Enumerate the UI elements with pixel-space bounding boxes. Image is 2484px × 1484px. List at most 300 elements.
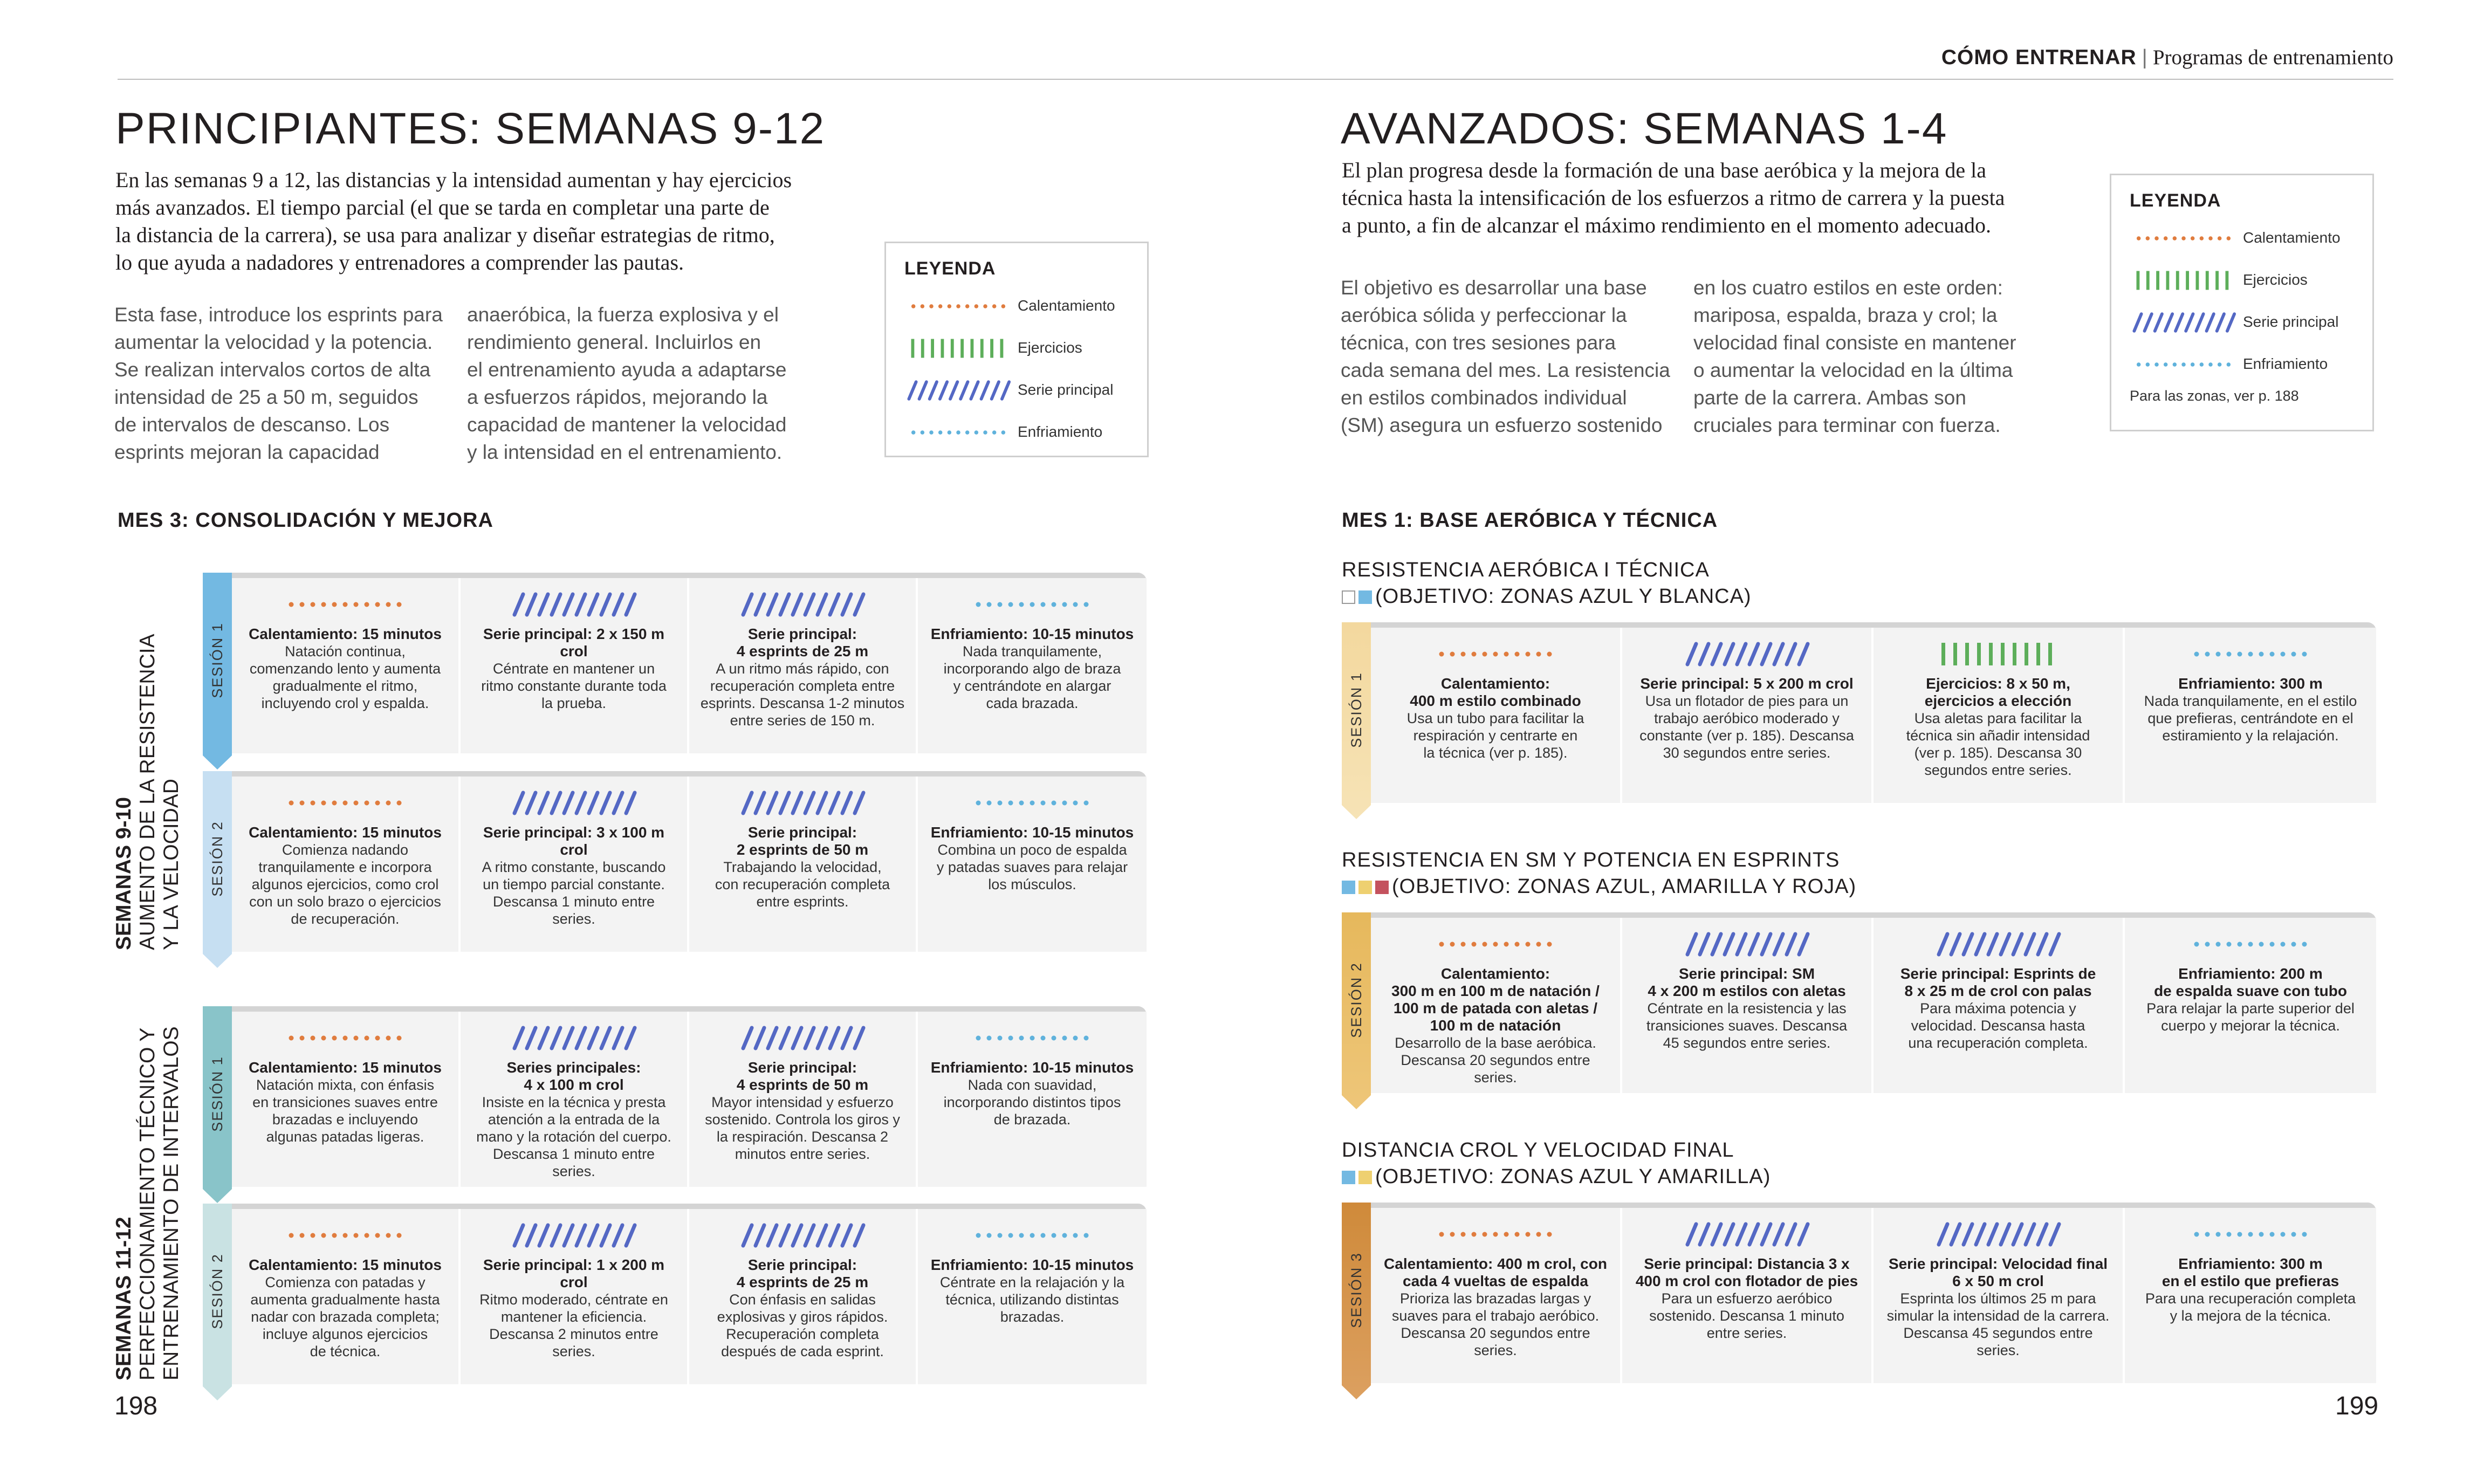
cooldown-pattern-icon (904, 421, 1012, 444)
running-header (1941, 45, 2393, 70)
cell-desc: brazadas. (1000, 1309, 1065, 1325)
main-pattern-icon (1682, 1221, 1811, 1248)
warmup-pattern-icon (2130, 227, 2238, 250)
text-line: El plan progresa desde la formación de una base aeróbica y la mejora de la (1342, 158, 1987, 182)
cell-title: 8 x 25 m de crol con palas (1904, 983, 2092, 999)
cell-desc: A un ritmo más rápido, con (716, 661, 889, 677)
session-label: SESIÓN 3 (1348, 1252, 1364, 1328)
cell-title: Serie principal: (747, 626, 857, 642)
cell-desc: Nada con suavidad, (967, 1077, 1097, 1093)
cell-title: Serie principal: (747, 1059, 857, 1076)
block-title: RESISTENCIA AERÓBICA I TÉCNICA (1342, 559, 1710, 581)
legend-note: Para las zonas, ver p. 188 (2130, 388, 2299, 404)
cooldown-pattern-icon (967, 1025, 1097, 1052)
cell-desc: sostenido. Descansa 1 minuto (1649, 1308, 1844, 1324)
legend-row-cooldown (904, 419, 1142, 449)
right-month-heading: MES 1: BASE AERÓBICA Y TÉCNICA (1342, 509, 1718, 532)
session-cell-exercises (1874, 628, 2125, 803)
cell-title: Serie principal: Esprints de (1900, 965, 2096, 982)
text-line: a punto, a fin de alcanzar el máximo rendimiento en el momento adecuado. (1342, 213, 1991, 237)
text-line: (SM) asegura un esfuerzo sostenido (1341, 414, 1663, 436)
cell-desc: mano y la rotación del cuerpo. (476, 1129, 671, 1145)
legend-label: Enfriamiento (2243, 355, 2328, 372)
text-line: velocidad final consiste en mantener (1693, 332, 2016, 354)
session-cell-warmup (232, 1209, 461, 1384)
session-cell-main (461, 777, 689, 952)
session-card (203, 771, 1147, 946)
legend-right (2110, 174, 2374, 431)
session-tab (203, 573, 232, 770)
main-pattern-icon (509, 789, 639, 816)
main-pattern-icon (738, 1222, 867, 1249)
cell-title: Enfriamiento: 10-15 minutos (930, 824, 1134, 841)
cell-desc: y la mejora de la técnica. (2170, 1308, 2331, 1324)
zone-swatch (1358, 881, 1372, 894)
objective-text: (OBJETIVO: ZONAS AZUL Y BLANCA) (1375, 585, 1752, 608)
objective-text: (OBJETIVO: ZONAS AZUL Y AMARILLA) (1375, 1165, 1771, 1188)
session-cell-warmup (232, 777, 461, 952)
zone-swatch (1342, 881, 1355, 894)
text-line: Esta fase, introduce los esprints para (114, 304, 443, 326)
cell-title: Series principales: (506, 1059, 641, 1076)
warmup-pattern-icon (280, 1025, 410, 1052)
cell-desc: Descansa 2 minutos entre (489, 1326, 658, 1342)
main-pattern-icon (904, 379, 1012, 402)
session-cell-warmup (232, 578, 461, 753)
main-pattern-icon (1682, 931, 1811, 958)
session-card (203, 1006, 1147, 1181)
session-cell-main (1622, 628, 1874, 803)
session-cell-cooldown (2125, 628, 2376, 803)
legend-row-exercises (2130, 267, 2367, 297)
right-page-title: AVANZADOS: SEMANAS 1-4 (1341, 104, 1948, 153)
text-line: técnica, con tres sesiones para (1341, 332, 1616, 354)
cell-title: 4 esprints de 50 m (736, 1076, 869, 1093)
warmup-pattern-icon (1431, 641, 1560, 668)
cell-title: Calentamiento: 15 minutos (249, 1059, 442, 1076)
cell-desc: suaves para el trabajo aeróbico. (1391, 1308, 1600, 1324)
text-line: o aumentar la velocidad en la última (1693, 359, 2013, 381)
session-cell-main (461, 578, 689, 753)
cell-desc: recuperación completa entre (710, 678, 895, 694)
text-line: intensidad de 25 a 50 m, seguidos (114, 386, 418, 408)
cell-desc: A ritmo constante, buscando (482, 859, 666, 875)
cell-desc: incorporando algo de braza (943, 661, 1121, 677)
main-pattern-icon (738, 789, 867, 816)
cooldown-pattern-icon (2186, 1221, 2315, 1248)
cell-desc: brazadas e incluyendo (272, 1111, 418, 1128)
cell-desc: técnica, utilizando distintas (945, 1291, 1119, 1308)
block-objective (1342, 875, 1856, 898)
main-pattern-icon (1933, 1221, 2063, 1248)
cell-desc: Descansa 20 segundos entre series. (1401, 1052, 1590, 1085)
legend-row-warmup (904, 293, 1142, 323)
cell-title: 300 m en 100 m de natación / (1391, 983, 1600, 999)
block-heading (1342, 1139, 1771, 1188)
cell-title: 6 x 50 m crol (1952, 1273, 2044, 1289)
group-label-weeks-11-12 (112, 1026, 183, 1380)
cell-desc: Comienza con patadas y (265, 1274, 426, 1290)
cooldown-pattern-icon (2186, 641, 2315, 668)
block-heading (1342, 849, 1856, 898)
legend-label: Serie principal (2243, 313, 2339, 330)
cell-desc: series. (552, 911, 595, 927)
cell-desc: velocidad. Descansa hasta (1911, 1018, 2085, 1034)
session-label: SESIÓN 1 (209, 1056, 225, 1132)
cell-title: Serie principal: Distancia 3 x (1644, 1255, 1850, 1272)
cell-desc: mantener la eficiencia. (500, 1309, 647, 1325)
page-number-left: 198 (114, 1392, 158, 1420)
legend-label: Serie principal (1018, 381, 1114, 398)
cell-desc: Trabajando la velocidad, (723, 859, 882, 875)
cell-desc: constante (ver p. 185). Descansa (1639, 727, 1854, 744)
warmup-pattern-icon (280, 591, 410, 618)
cell-desc: Natación continua, (285, 643, 406, 659)
text-line: aeróbica sólida y perfeccionar la (1341, 304, 1627, 326)
session-cell-main (689, 1209, 918, 1384)
cell-title: Calentamiento: (1440, 965, 1550, 982)
session-card (1342, 622, 2376, 798)
group-line: ENTRENAMIENTO DE INTERVALOS (160, 1026, 183, 1380)
session-tab (1342, 912, 1371, 1109)
session-cell-cooldown (918, 578, 1147, 753)
cell-title: Serie principal: 2 x 150 m crol (483, 626, 665, 659)
cell-desc: Descansa 1 minuto entre (492, 894, 655, 910)
left-body-col2 (467, 301, 823, 466)
cell-title: Serie principal: (747, 824, 857, 841)
cell-title: Enfriamiento: 300 m (2178, 1255, 2323, 1272)
cell-desc: cuerpo y mejorar la técnica. (2161, 1018, 2340, 1034)
objective-text: (OBJETIVO: ZONAS AZUL, AMARILLA Y ROJA) (1392, 875, 1857, 898)
header-subtitle: Programas de entrenamiento (2152, 46, 2393, 69)
cell-desc: comenzando lento y aumenta (249, 661, 441, 677)
text-line: esprints mejoran la capacidad (114, 441, 380, 463)
session-tab (203, 771, 232, 968)
cell-title: cada 4 vueltas de espalda (1403, 1273, 1588, 1289)
cell-desc: Para una recuperación completa (2145, 1290, 2356, 1307)
session-tab (1342, 1203, 1371, 1399)
cell-desc: en transiciones suaves entre (252, 1094, 438, 1110)
legend-row-main (904, 377, 1142, 407)
cooldown-pattern-icon (2186, 931, 2315, 958)
cell-title: Serie principal: SM (1678, 965, 1815, 982)
cell-desc: trabajo aeróbico moderado y (1654, 710, 1840, 726)
legend-label: Ejercicios (1018, 339, 1082, 356)
zone-swatch (1375, 881, 1389, 894)
session-cell-warmup (1371, 1208, 1622, 1383)
text-line: más avanzados. El tiempo parcial (el que se tarda en completar una parte de (115, 195, 770, 219)
session-cell-main (1874, 918, 2125, 1093)
cooldown-pattern-icon (967, 1222, 1097, 1249)
session-cell-main (689, 578, 918, 753)
main-pattern-icon (509, 1222, 639, 1249)
session-cell-cooldown (2125, 918, 2376, 1093)
session-cell-warmup (232, 1012, 461, 1187)
cell-desc: 45 segundos entre series. (1663, 1035, 1831, 1051)
cell-desc: series. (1977, 1342, 2020, 1358)
session-tab (203, 1006, 232, 1203)
cell-desc: y patadas suaves para relajar (936, 859, 1128, 875)
cell-desc: Recuperación completa (726, 1326, 879, 1342)
cell-desc: segundos entre series. (1924, 762, 2072, 778)
main-pattern-icon (1933, 931, 2063, 958)
session-cell-cooldown (2125, 1208, 2376, 1383)
cell-title: Serie principal: 5 x 200 m crol (1640, 675, 1854, 692)
cell-desc: de técnica. (310, 1343, 381, 1359)
cell-desc: entre series de 150 m. (730, 712, 875, 729)
cell-desc: incorporando distintos tipos (943, 1094, 1121, 1110)
cell-desc: Desarrollo de la base aeróbica. (1395, 1035, 1596, 1051)
cell-desc: incluye algunos ejercicios (262, 1326, 428, 1342)
group-line: AUMENTO DE LA RESISTENCIA (136, 634, 159, 950)
legend-label: Enfriamiento (1018, 423, 1103, 440)
session-tab (1342, 622, 1371, 819)
cell-title: 100 m de patada con aletas / (1393, 1000, 1598, 1016)
session-tab (203, 1204, 232, 1400)
cell-title: Serie principal: (747, 1256, 857, 1273)
cell-desc: entre series. (1706, 1325, 1787, 1341)
block-objective (1342, 1165, 1771, 1188)
session-card (1342, 912, 2376, 1088)
session-cell-warmup (1371, 628, 1622, 803)
legend-label: Ejercicios (2243, 271, 2308, 288)
text-line: y la intensidad en el entrenamiento. (467, 441, 783, 463)
session-card (203, 573, 1147, 748)
legend-row-warmup (2130, 225, 2367, 255)
cell-desc: estiramiento y la relajación. (2162, 727, 2339, 744)
text-line: aumentar la velocidad y la potencia. (114, 331, 433, 353)
exercises-pattern-icon (1933, 641, 2063, 668)
cell-title: 400 m crol con flotador de pies (1635, 1273, 1858, 1289)
block-title: DISTANCIA CROL Y VELOCIDAD FINAL (1342, 1139, 1734, 1162)
text-line: parte de la carrera. Ambas son (1693, 387, 1966, 409)
text-line: la distancia de la carrera), se usa para analizar y diseñar estrategias de ritmo, (115, 223, 775, 247)
cell-desc: sostenido. Controla los giros y (705, 1111, 900, 1128)
header-rule (118, 79, 2393, 80)
header-separator: | (2142, 46, 2147, 69)
text-line: rendimiento general. Incluirlos en (467, 331, 761, 353)
cell-desc: Natación mixta, con énfasis (256, 1077, 435, 1093)
cell-desc: Nada tranquilamente, (962, 643, 1102, 659)
legend-row-exercises (904, 335, 1142, 365)
cell-desc: una recuperación completa. (1908, 1035, 2088, 1051)
session-label: SESIÓN 2 (209, 821, 225, 897)
cell-desc: Usa un flotador de pies para un (1645, 693, 1849, 709)
text-line: El objetivo es desarrollar una base (1341, 277, 1647, 299)
cell-desc: Comienza nadando (282, 842, 409, 858)
cell-desc: simular la intensidad de la carrera. (1886, 1308, 2110, 1324)
cell-desc: (ver p. 185). Descansa 30 (1914, 745, 2082, 761)
group-line: Y LA VELOCIDAD (160, 779, 183, 950)
text-line: En las semanas 9 a 12, las distancias y la intensidad aumentan y hay ejercicios (115, 168, 792, 192)
cell-desc: minutos entre series. (735, 1146, 870, 1162)
text-line: lo que ayuda a nadadores y entrenadores a comprender las pautas. (115, 250, 684, 274)
main-pattern-icon (2130, 311, 2238, 334)
header-section: CÓMO ENTRENAR (1941, 46, 2137, 69)
cell-desc: Esprinta los últimos 25 m para (1900, 1290, 2096, 1307)
cell-desc: Combina un poco de espalda (937, 842, 1127, 858)
warmup-pattern-icon (1431, 1221, 1560, 1248)
left-page-title: PRINCIPIANTES: SEMANAS 9-12 (115, 104, 826, 153)
cell-title: Serie principal: 3 x 100 m crol (483, 824, 665, 858)
zone-swatch (1358, 1171, 1372, 1184)
cell-desc: con recuperación completa (715, 876, 890, 892)
session-cell-main (461, 1012, 689, 1187)
session-cell-cooldown (918, 1209, 1147, 1384)
block-heading (1342, 559, 1752, 608)
cell-desc: Prioriza las brazadas largas y (1399, 1290, 1591, 1307)
cell-desc: explosivas y giros rápidos. (717, 1309, 888, 1325)
left-body-col1 (114, 301, 459, 466)
cell-desc: la respiración. Descansa 2 (716, 1129, 889, 1145)
session-cell-main (1622, 1208, 1874, 1383)
main-pattern-icon (509, 1025, 639, 1052)
cell-title: 100 m de natación (1430, 1017, 1561, 1034)
cell-desc: Usa aletas para facilitar la (1914, 710, 2082, 726)
session-cell-cooldown (918, 1012, 1147, 1187)
session-cell-main (689, 777, 918, 952)
cell-title: Serie principal: 1 x 200 m crol (483, 1256, 665, 1290)
cell-desc: ritmo constante durante toda (481, 678, 667, 694)
block-title: RESISTENCIA EN SM Y POTENCIA EN ESPRINTS (1342, 849, 1840, 871)
cell-desc: Insiste en la técnica y presta (482, 1094, 666, 1110)
cell-desc: y centrándote en alargar (953, 678, 1111, 694)
text-line: cada semana del mes. La resistencia (1341, 359, 1670, 381)
warmup-pattern-icon (280, 789, 410, 816)
cooldown-pattern-icon (2130, 353, 2238, 376)
zone-swatch (1342, 590, 1355, 604)
legend-title: LEYENDA (904, 258, 996, 279)
main-pattern-icon (738, 591, 867, 618)
cell-title: 2 esprints de 50 m (736, 841, 869, 858)
cell-desc: de recuperación. (291, 911, 400, 927)
session-cell-main (1622, 918, 1874, 1093)
cell-desc: cada brazada. (986, 695, 1079, 711)
cell-desc: Con énfasis en salidas (729, 1291, 876, 1308)
text-line: en estilos combinados individual (1341, 387, 1627, 409)
legend-title: LEYENDA (2130, 190, 2221, 211)
group-bold: SEMANAS 11-12 (112, 1217, 135, 1380)
text-line: técnica hasta la intensificación de los esfuerzos a ritmo de carrera y la puesta (1342, 186, 2005, 210)
cell-desc: 30 segundos entre series. (1663, 745, 1831, 761)
zone-swatch (1342, 1171, 1355, 1184)
session-cell-main (1874, 1208, 2125, 1383)
cell-title: 4 esprints de 25 m (736, 1274, 869, 1290)
group-label-weeks-9-10 (112, 634, 183, 950)
cell-title: Enfriamiento: 10-15 minutos (930, 1256, 1134, 1273)
legend-row-cooldown (2130, 351, 2367, 381)
text-line: anaeróbica, la fuerza explosiva y el (467, 304, 779, 326)
cell-desc: Nada tranquilamente, en el estilo (2144, 693, 2357, 709)
cooldown-pattern-icon (967, 591, 1097, 618)
cell-desc: Para un esfuerzo aeróbico (1661, 1290, 1833, 1307)
session-label: SESIÓN 1 (1348, 672, 1364, 748)
block-objective (1342, 585, 1752, 608)
cell-desc: la técnica (ver p. 185). (1423, 745, 1568, 761)
cell-desc: un tiempo parcial constante. (483, 876, 665, 892)
session-cell-warmup (1371, 918, 1622, 1093)
cell-desc: Céntrate en la resistencia y las (1647, 1000, 1847, 1016)
cell-desc: Céntrate en mantener un (492, 661, 655, 677)
cell-desc: nadar con brazada completa; (251, 1309, 440, 1325)
exercises-pattern-icon (2130, 269, 2238, 292)
cell-desc: series. (552, 1343, 595, 1359)
cell-desc: Descansa 20 segundos entre (1401, 1325, 1590, 1341)
cell-desc: técnica sin añadir intensidad (1906, 727, 2090, 744)
cell-desc: de brazada. (993, 1111, 1071, 1128)
main-pattern-icon (509, 591, 639, 618)
session-cell-main (461, 1209, 689, 1384)
right-intro (1342, 156, 2097, 239)
cell-desc: algunos ejercicios, como crol (251, 876, 439, 892)
main-pattern-icon (738, 1025, 867, 1052)
cell-desc: series. (1474, 1342, 1517, 1358)
cell-title: de espalda suave con tubo (2154, 983, 2347, 999)
cell-desc: después de cada esprint. (721, 1343, 884, 1359)
cell-desc: algunas patadas ligeras. (266, 1129, 424, 1145)
warmup-pattern-icon (280, 1222, 410, 1249)
cell-title: 4 x 200 m estilos con aletas (1648, 983, 1846, 999)
session-label: SESIÓN 2 (1348, 962, 1364, 1038)
cell-desc: Céntrate en la relajación y la (939, 1274, 1125, 1290)
cooldown-pattern-icon (967, 789, 1097, 816)
text-line: cruciales para terminar con fuerza. (1693, 414, 2001, 436)
cell-desc: aumenta gradualmente hasta (250, 1291, 440, 1308)
cell-desc: Descansa 45 segundos entre (1903, 1325, 2093, 1341)
cell-desc: tranquilamente e incorpora (258, 859, 432, 875)
cell-title: Serie principal: Velocidad final (1888, 1255, 2108, 1272)
warmup-pattern-icon (1431, 931, 1560, 958)
cell-title: 4 esprints de 25 m (736, 643, 869, 659)
cell-desc: Para relajar la parte superior del (2146, 1000, 2355, 1016)
cell-title: Calentamiento: 15 minutos (249, 1256, 442, 1273)
legend-left (884, 242, 1149, 457)
session-cell-cooldown (918, 777, 1147, 952)
cell-title: Calentamiento: (1440, 675, 1550, 692)
cell-desc: esprints. Descansa 1-2 minutos (700, 695, 905, 711)
cell-title: 400 m estilo combinado (1410, 692, 1581, 709)
left-intro (115, 166, 870, 276)
session-card (203, 1204, 1147, 1379)
text-line: de intervalos de descanso. Los (114, 414, 390, 436)
legend-label: Calentamiento (2243, 229, 2341, 246)
text-line: el entrenamiento ayuda a adaptarse (467, 359, 787, 381)
right-body-col2 (1693, 274, 2049, 439)
cell-title: Ejercicios: 8 x 50 m, (1926, 675, 2070, 692)
cell-title: Enfriamiento: 10-15 minutos (930, 1059, 1134, 1076)
cell-desc: gradualmente el ritmo, (272, 678, 418, 694)
session-cell-main (689, 1012, 918, 1187)
cell-desc: Mayor intensidad y esfuerzo (711, 1094, 894, 1110)
cell-desc: entre esprints. (756, 894, 849, 910)
session-label: SESIÓN 2 (209, 1253, 225, 1329)
cell-desc: los músculos. (988, 876, 1076, 892)
cell-title: en el estilo que prefieras (2162, 1273, 2339, 1289)
cell-desc: Ritmo moderado, céntrate en (479, 1291, 668, 1308)
cell-desc: transiciones suaves. Descansa (1646, 1018, 1848, 1034)
legend-row-main (2130, 309, 2367, 339)
cell-desc: la prueba. (541, 695, 607, 711)
cell-desc: que prefieras, centrándote en el (2147, 710, 2353, 726)
cell-desc: con un solo brazo o ejercicios (249, 894, 441, 910)
cell-desc: atención a la entrada de la (488, 1111, 660, 1128)
cell-title: Calentamiento: 400 m crol, con (1384, 1255, 1607, 1272)
warmup-pattern-icon (904, 295, 1012, 318)
text-line: mariposa, espalda, braza y crol; la (1693, 304, 1998, 326)
cell-desc: incluyendo crol y espalda. (261, 695, 429, 711)
cell-desc: Descansa 1 minuto entre series. (492, 1146, 655, 1179)
left-month-heading: MES 3: CONSOLIDACIÓN Y MEJORA (118, 509, 493, 532)
